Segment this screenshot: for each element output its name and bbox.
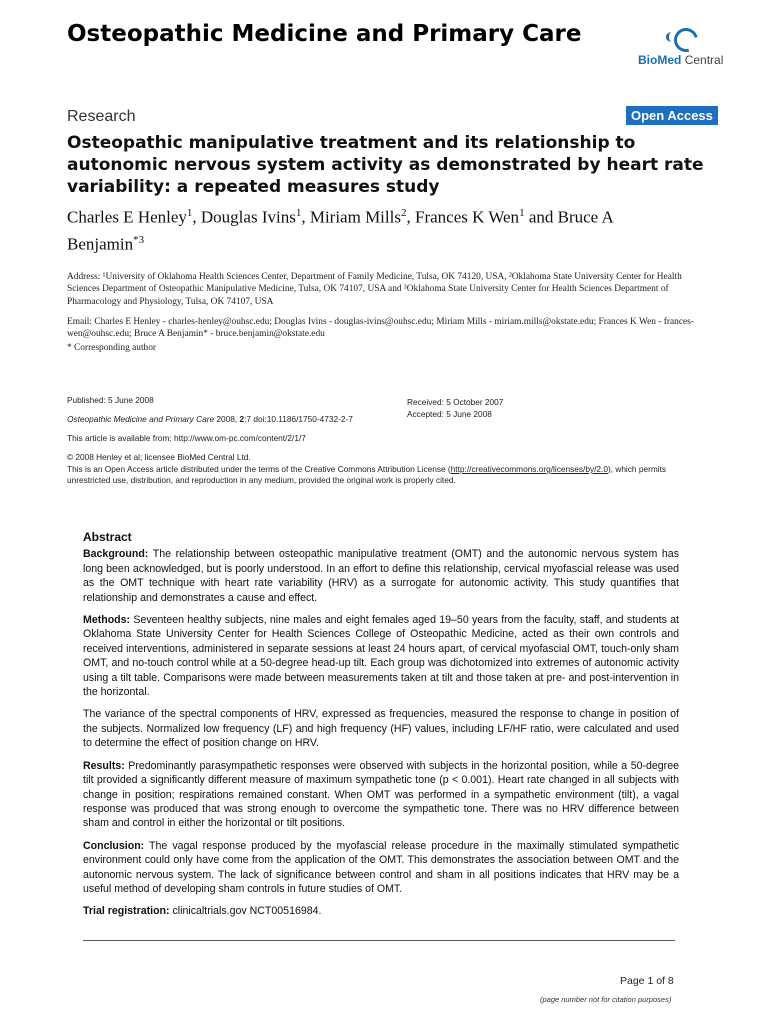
author-list bbox=[67, 202, 687, 255]
article-url[interactable]: This article is available from: http://www.om-pc.com/content/2/1/7 bbox=[67, 433, 306, 443]
received-date: Received: 5 October 2007 bbox=[407, 397, 504, 407]
author-name[interactable]: Miriam Mills bbox=[309, 207, 401, 227]
abstract-divider bbox=[83, 940, 675, 941]
citation-journal: Osteopathic Medicine and Primary Care bbox=[67, 414, 215, 424]
citation-doi[interactable]: :7 doi:10.1186/1750-4732-2-7 bbox=[244, 414, 353, 424]
abstract-conclusion bbox=[83, 839, 679, 897]
biomed-central-logo bbox=[636, 28, 736, 68]
citation-volume: 2 bbox=[239, 414, 245, 424]
author-name[interactable]: Frances K Wen bbox=[414, 207, 520, 227]
affiliation-address: Address: ¹University of Oklahoma Health Sciences Center, Department of Family Medicine, Tulsa, OK 74120, USA, ²Oklahoma State University Center for Health Sciences Department of Osteopathic Manipulative Medicine, Tulsa, OK 74107, USA and ³Oklahoma State University Center for Health Sciences Department of Pharmacology and Physiology, Tulsa, OK 74107, USA bbox=[67, 272, 682, 307]
methods-text: Seventeen healthy subjects, nine males and eight females aged 19–50 years from the faculty, staff, and students at Oklahoma State University Center for Health Sciences College of Osteopathic Medicine, acted as their own controls and received interventions, administered in separate sessions at least 24 hours apart, of cervical myofascial OMT, touch-only sham OMT, and no-touch control while at a 50-degree head-up tilt. Each group was dichotomized into extremes of autonomic activity using a tilt table. Comparisons were made between measurements taken at tilt and those taken at pre- and post-intervention in the horizontal. bbox=[83, 614, 679, 699]
author-separator: , bbox=[406, 207, 415, 227]
abstract-background bbox=[83, 547, 679, 605]
journal-title: Osteopathic Medicine and Primary Care bbox=[67, 21, 582, 47]
abstract bbox=[83, 530, 679, 927]
corresponding-author-note: * Corresponding author bbox=[67, 343, 157, 353]
author-affiliation: 1 bbox=[186, 207, 193, 219]
author-affiliation: *3 bbox=[133, 233, 145, 246]
page-number: Page 1 of 8 bbox=[620, 975, 674, 987]
conclusion-label: Conclusion: bbox=[83, 839, 145, 852]
results-label: Results: bbox=[83, 759, 125, 772]
abstract-methods-continued: The variance of the spectral components of HRV, expressed as frequencies, measured the response to change in position of the subjects. Normalized low frequency (LF) and high frequency (HF) values, including LF/HF ratio, were calculated and used to determine the effect of position change on HRV. bbox=[83, 708, 679, 750]
article-title: Osteopathic manipulative treatment and its relationship to autonomic nervous system activity as demonstrated by heart rate variability: a repeated measures study bbox=[67, 133, 704, 197]
citation-year: 2008, bbox=[214, 414, 240, 424]
author-affiliation: 2 bbox=[400, 207, 407, 219]
copyright-notice: © 2008 Henley et al; licensee BioMed Central Ltd. bbox=[67, 452, 251, 462]
author-separator: and bbox=[524, 207, 558, 227]
author-separator: , bbox=[192, 207, 201, 227]
background-label: Background: bbox=[83, 548, 149, 561]
author-name[interactable]: Bruce A Benjamin bbox=[67, 207, 613, 254]
abstract-results bbox=[83, 759, 679, 831]
abstract-heading: Abstract bbox=[83, 530, 132, 544]
license-text-end: ), which permits unrestricted use, distribution, and reproduction in any medium, provided the original work is properly cited. bbox=[67, 464, 667, 485]
methods-label: Methods: bbox=[83, 614, 131, 627]
background-text: The relationship between osteopathic manipulative treatment (OMT) and the autonomic nervous system has long been acknowledged, but is poorly understood. In an effort to define this relationship, cervical myofascial release was used as the OMT technique with heart rate variability (HRV) as a surrogate for autonomic activity. This study quantifies that relationship and demonstrates a cause and effect. bbox=[83, 548, 679, 604]
citation bbox=[67, 414, 353, 425]
results-text: Predominantly parasympathetic responses were observed with subjects in the horizontal position, while a 50-degree tilt provided a significantly different measure of maximum sympathetic tone (p < 0.001). Heart rate changed in all subjects with change in position; respirations remained constant. When OMT was performed in a sympathetic environment (tilt), a vagal response was produced that was strong enough to overcome the sympathetic tone. There was no HRV difference between sham and control in either the horizontal or tilt positions. bbox=[83, 759, 679, 830]
author-name[interactable]: Douglas Ivins bbox=[200, 207, 296, 227]
author-affiliation: 1 bbox=[295, 207, 302, 219]
trial-label: Trial registration: bbox=[83, 905, 170, 918]
author-name[interactable]: Charles E Henley bbox=[67, 207, 187, 227]
conclusion-text: The vagal response produced by the myofascial release procedure in the maximally stimulated sympathetic environment could only have come from the application of the OMT. This demonstrates the association between OMT and the autonomic nervous system. The lack of significance between control and sham in all positions indicates that HRV may be a useful method of developing sham controls in future studies of OMT. bbox=[83, 839, 679, 895]
open-access-badge: Open Access bbox=[626, 106, 718, 125]
license-text: This is an Open Access article distributed under the terms of the Creative Commons Attribution License ( bbox=[67, 464, 451, 474]
logo-ring-icon bbox=[670, 24, 703, 57]
trial-text: clinicaltrials.gov NCT00516984. bbox=[169, 905, 322, 918]
author-emails[interactable]: Email: Charles E Henley - charles-henley@ouhsc.edu; Douglas Ivins - douglas-ivins@ouhsc.edu; Miriam Mills - miriam.mills@okstate.edu; Frances K Wen - frances-wen@ouhsc.edu; Bruce A Benjamin* - bruce.benjamin@okstate.edu bbox=[67, 317, 694, 340]
license-notice bbox=[67, 464, 707, 486]
page-number-note: (page number not for citation purposes) bbox=[540, 995, 672, 1004]
logo-brand: BioMed bbox=[638, 53, 682, 67]
author-affiliation: 1 bbox=[519, 207, 525, 219]
abstract-methods bbox=[83, 613, 679, 699]
accepted-date: Accepted: 5 June 2008 bbox=[407, 409, 492, 419]
license-link[interactable]: http://creativecommons.org/licenses/by/2.0 bbox=[450, 464, 608, 474]
author-separator: , bbox=[301, 207, 310, 227]
published-date: Published: 5 June 2008 bbox=[67, 395, 154, 405]
abstract-trial bbox=[83, 904, 679, 918]
logo-suffix: Central bbox=[684, 53, 724, 67]
section-label: Research bbox=[67, 108, 136, 125]
